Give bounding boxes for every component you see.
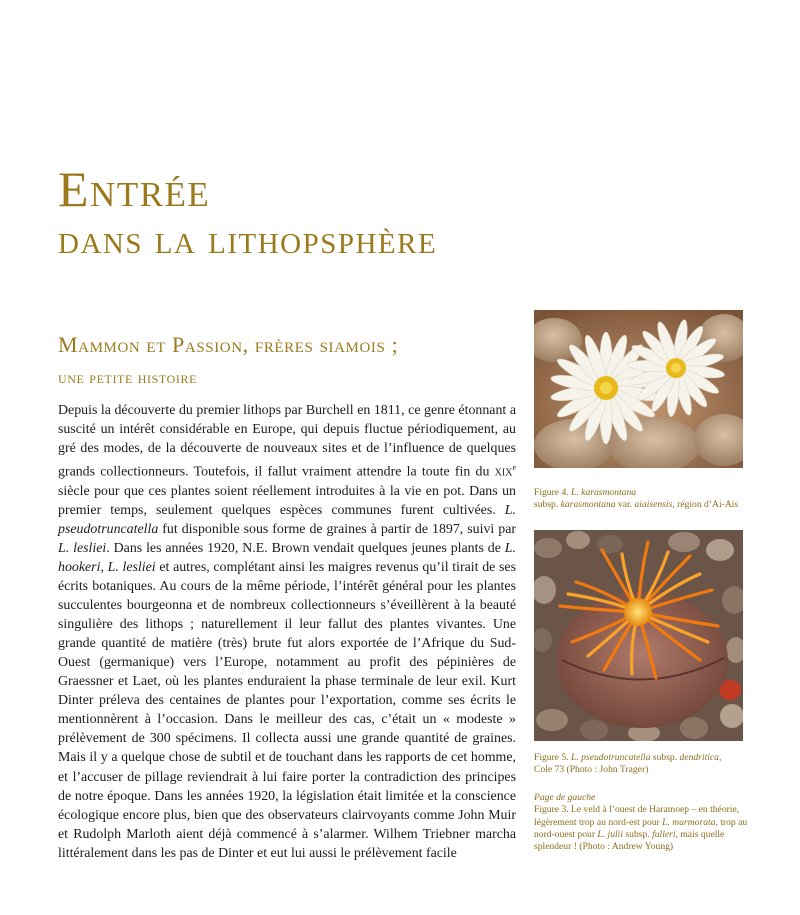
- caption-text: Figure 3. Le veld à l’ouest de Haramoep – en théorie, légèrement trop au nord-est pour: [534, 804, 740, 828]
- white-flower-image: [534, 310, 743, 468]
- caption-text: var.: [615, 499, 635, 511]
- species-name: L. lesliei: [107, 560, 156, 575]
- species-name: dendritica: [679, 752, 719, 763]
- figure-3-caption: [534, 792, 754, 853]
- figure-label: Figure 5.: [534, 752, 572, 763]
- caption-text: ,: [718, 752, 722, 763]
- species-name: fulleri: [652, 828, 676, 840]
- body-text-run: ,: [100, 560, 108, 575]
- species-name: L. julii: [597, 828, 624, 840]
- species-name: L. marmorata: [662, 816, 716, 828]
- section-heading: [58, 330, 398, 390]
- section-title: Mammon et Passion, frères siamois ;: [58, 332, 399, 357]
- photo-credit: Cole 73 (Photo : John Trager): [534, 764, 649, 776]
- body-text-run: Depuis la découverte du premier lithops par Burchell en 1811, ce genre étonnant a suscité un intérêt considérable en Europe, qui depuis fluctue périodiquement, au gré des modes, de la découverte de nouveaux sites et de l’influence de quelques grands collectionneurs. Toutefois, il fallut vraiment attendre la toute fin du: [58, 403, 516, 480]
- caption-text: subsp.: [623, 828, 653, 840]
- species-name: L. pseudotruncatella: [58, 502, 516, 537]
- body-text-run: fut disponible sous forme de graines à partir de 1897, suivi par: [158, 521, 516, 537]
- page-reference: Page de gauche: [534, 792, 596, 803]
- body-paragraph: [58, 401, 516, 863]
- chapter-title: [58, 160, 437, 262]
- body-text-run: . Dans les années 1920, N.E. Brown vendait quelques jeunes plants de: [106, 540, 505, 556]
- body-text-run: siècle pour que ces plantes soient réellement introduites à la vie en pot. Dans un premier temps, seulement quelques espèces communes furent cultivées.: [58, 483, 516, 518]
- species-name: L. lesliei: [58, 540, 107, 556]
- figure-5-caption: [534, 752, 754, 777]
- caption-text: subsp.: [650, 752, 680, 763]
- species-name: karasmontana: [560, 499, 616, 511]
- section-subtitle: une petite histoire: [58, 368, 197, 387]
- species-name: L. karasmontana: [571, 487, 637, 498]
- chapter-title-line2: dans la lithopsphère: [58, 216, 438, 262]
- species-name: aiaisensis: [634, 499, 673, 511]
- caption-text: subsp.: [534, 499, 561, 511]
- figure-label: Figure 4.: [534, 487, 572, 498]
- figure-5-photo: [534, 530, 743, 741]
- caption-text: , trop au nord-ouest pour: [534, 816, 748, 840]
- figure-4-photo: [534, 310, 743, 468]
- chapter-title-line1: Entrée: [58, 161, 211, 217]
- orange-flower-image: [534, 530, 743, 741]
- century-numeral: xix: [494, 464, 513, 480]
- caption-text: , mais quelle splendeur ! (Photo : Andrew Young): [534, 828, 725, 853]
- figure-4-caption: [534, 487, 754, 512]
- species-name: L. hookeri: [58, 540, 516, 575]
- caption-text: , région d’Ai-Ais: [672, 499, 739, 511]
- century-superscript: e: [512, 463, 516, 473]
- species-name: L. pseudotruncatella: [571, 752, 651, 763]
- body-text-run: et autres, complétant ainsi les maigres revenus qu’il tirait de ses écrits botaniques. Au cours de la même période, l’intérêt général pour les plantes succulentes bourgeonna et de nombreux collectionneurs s’éveillèrent à la beauté singulière des lithops ; naturellement il leur fallut des plantes vivantes. Une grande quantité de matière (très) brute fut alors exportée de l’Afrique du Sud-Ouest (germanique) vers l’Europe, notamment au profit des pépinières de Graessner et Laet, où les plantes enduraient la phase terminale de leur exil. Kurt Dinter préleva des centaines de plantes pour l’exportation, comme ses écrits le mentionnèrent à l’occasion. Dans le meilleur des cas, c’était un « modeste » prélèvement de 300 spécimens. Il collecta aussi une grande quantité de graines. Mais il y a quelque chose de subtil et de touchant dans les rapports de cet homme, et l’accuser de pillage reviendrait à lui faire porter la contradiction des principes de notre époque. Dans les années 1920, la législation était limitée et la conscience écologique encore plus, bien que des observateurs clairvoyants comme John Muir et Rudolph Marloth aient déjà commencé à s’alarmer. Wilhem Triebner marcha littéralement dans les pas de Dinter et eut lui aussi le prélèvement facile: [58, 560, 516, 861]
